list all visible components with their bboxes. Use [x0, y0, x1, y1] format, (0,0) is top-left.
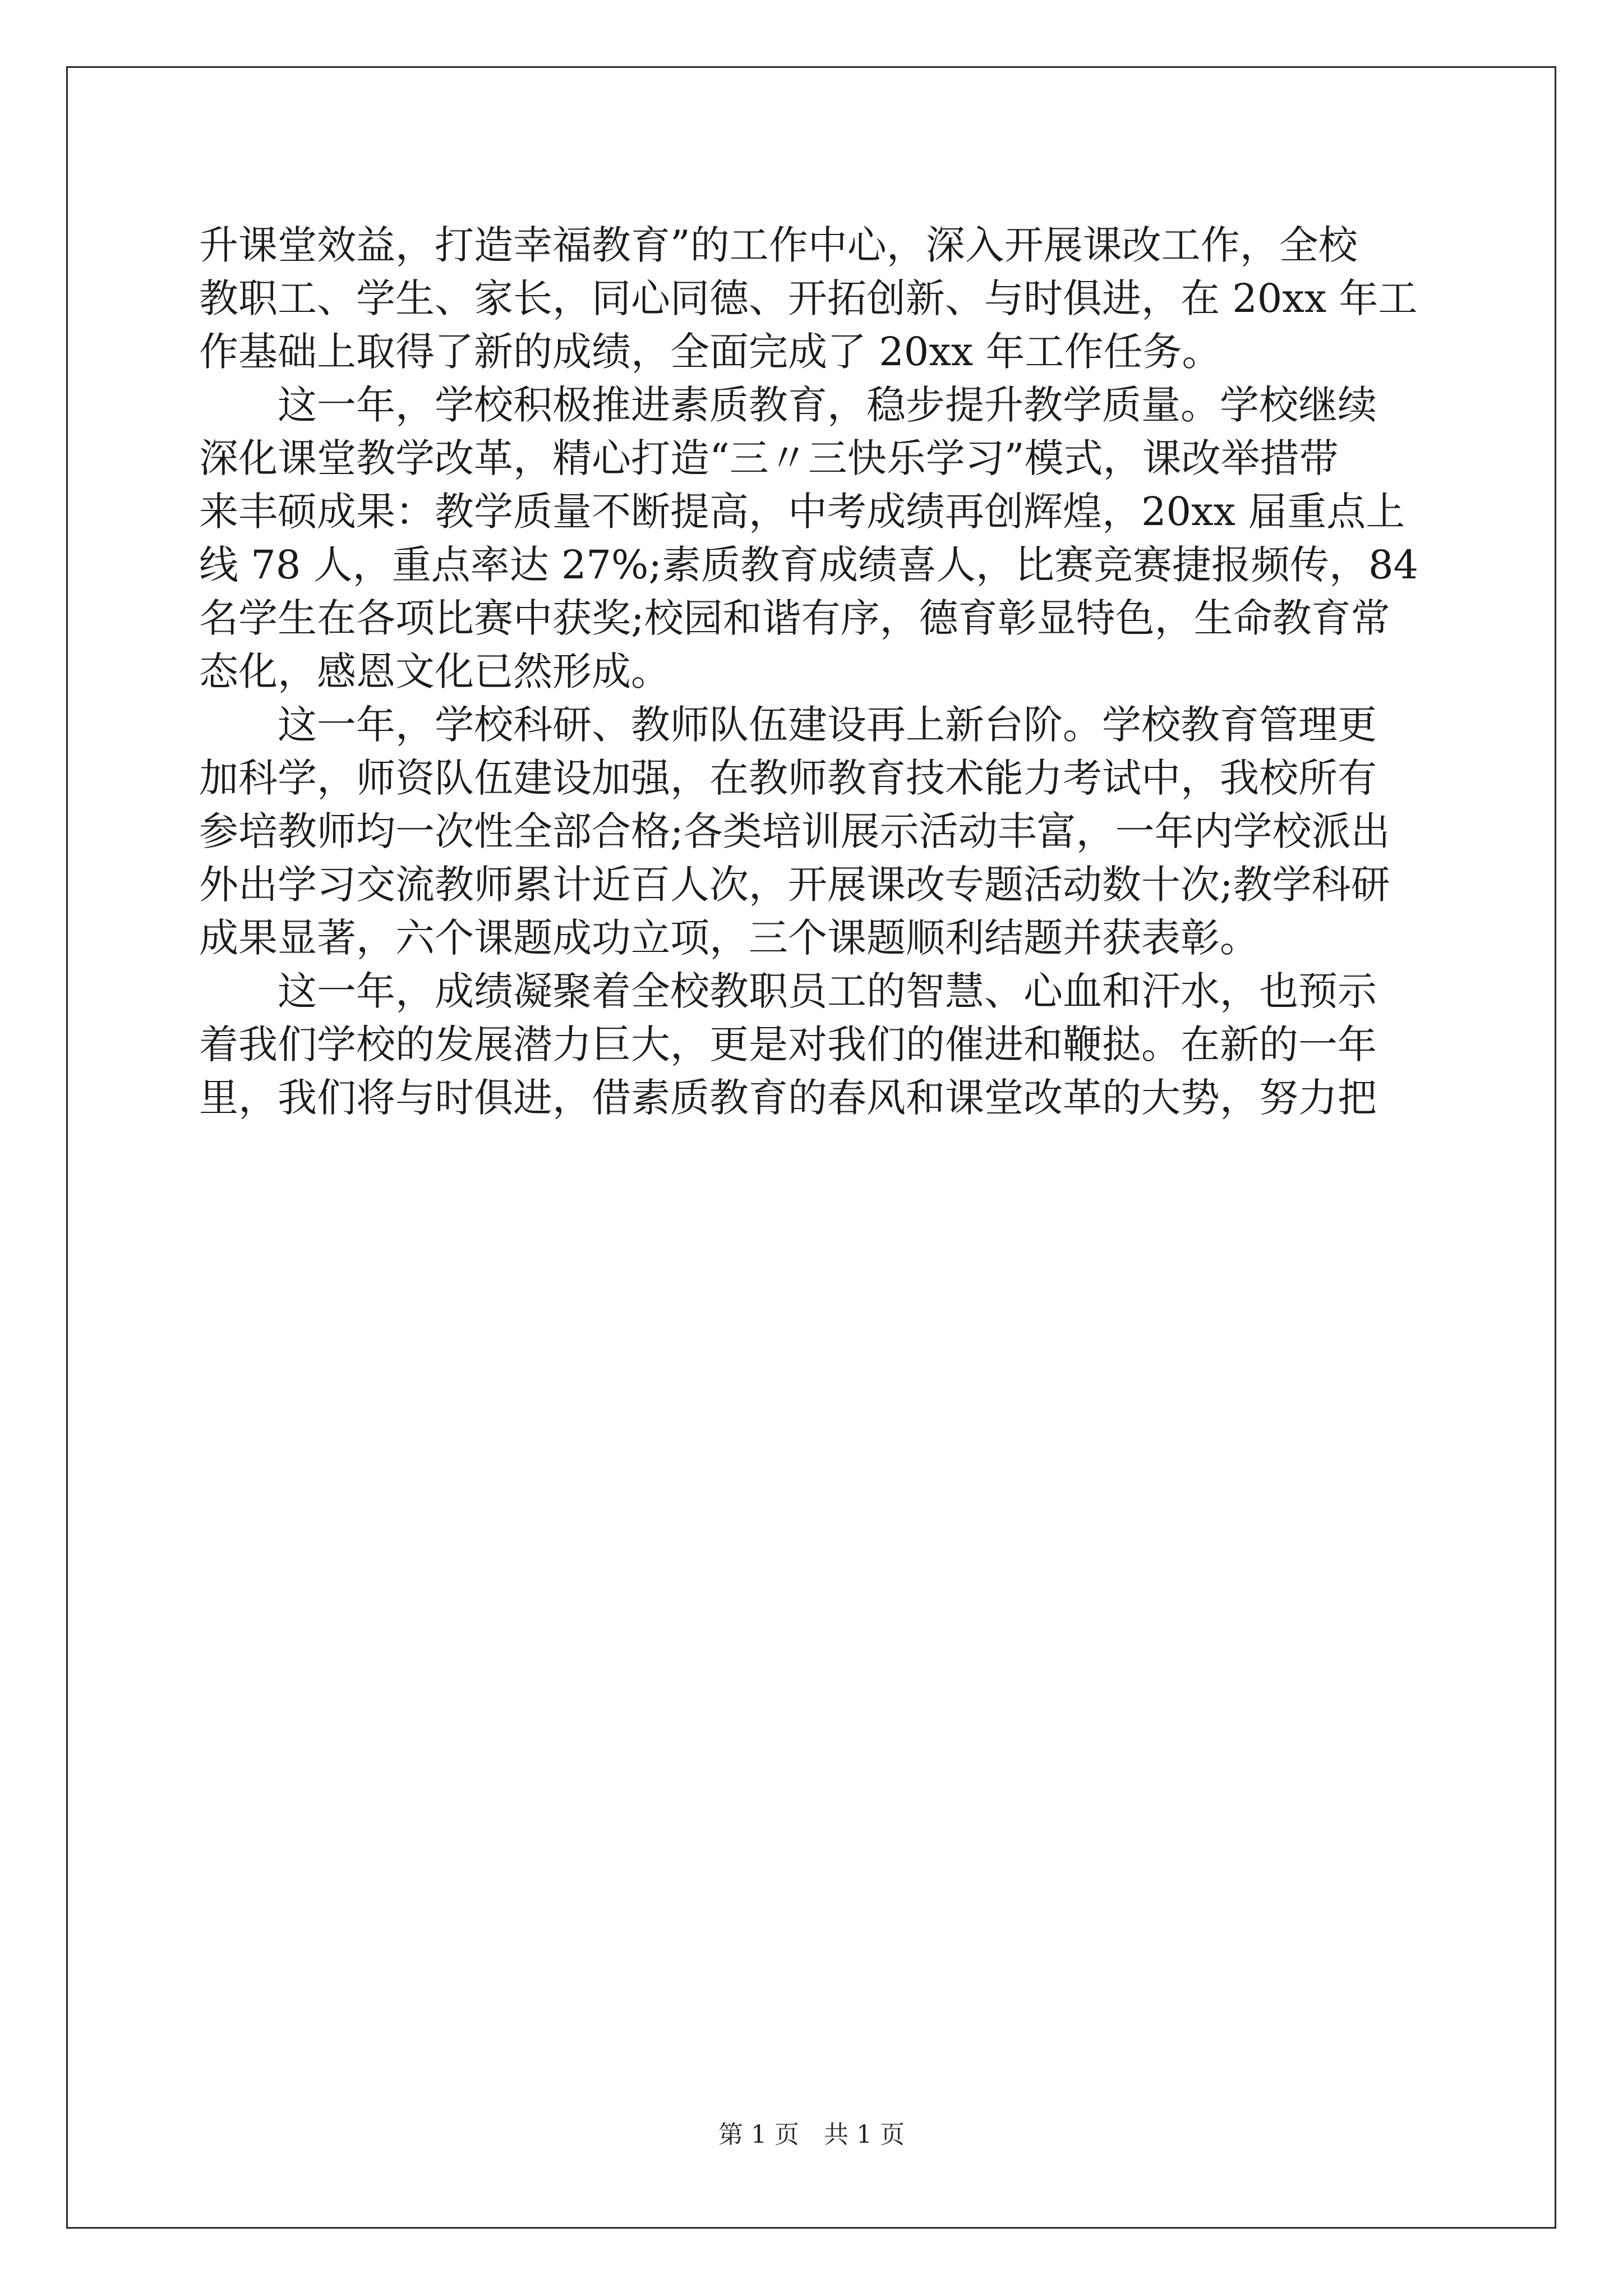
body-text-line: 升课堂效益，打造幸福教育”的工作中心，深入开展课改工作，全校: [199, 222, 1358, 268]
body-text-line: 里，我们将与时俱进，借素质教育的春风和课堂改革的大势，努力把: [199, 1075, 1377, 1121]
body-text-line: 态化，感恩文化已然形成。: [199, 648, 670, 694]
paragraph-first-line: 这一年，学校积极推进素质教育，稳步提升教学质量。学校继续: [278, 382, 1377, 428]
body-text-line: 线 78 人，重点率达 27%;素质教育成绩喜人，比赛竞赛捷报频传，84: [199, 542, 1419, 588]
body-text-line: 参培教师均一次性全部合格;各类培训展示活动丰富，一年内学校派出: [199, 808, 1390, 854]
body-text-line: 加科学，师资队伍建设加强，在教师教育技术能力考试中，我校所有: [199, 755, 1377, 801]
body-text-line: 教职工、学生、家长，同心同德、开拓创新、与时俱进，在 20xx 年工: [199, 275, 1418, 321]
paragraph-first-line: 这一年，学校科研、教师队伍建设再上新台阶。学校教育管理更: [278, 702, 1377, 748]
body-text-line: 外出学习交流教师累计近百人次，开展课改专题活动数十次;教学科研: [199, 862, 1390, 908]
body-text-line: 来丰硕成果：教学质量不断提高，中考成绩再创辉煌，20xx 届重点上: [199, 489, 1405, 535]
body-text-line: 作基础上取得了新的成绩，全面完成了 20xx 年工作任务。: [199, 329, 1221, 375]
page-number: 第 1 页 共 1 页: [718, 2120, 905, 2149]
document-body: [199, 219, 1427, 1125]
paragraph-first-line: 这一年，成绩凝聚着全校教职员工的智慧、心血和汗水，也预示: [278, 968, 1377, 1014]
body-text-line: 着我们学校的发展潜力巨大，更是对我们的催进和鞭挞。在新的一年: [199, 1022, 1377, 1068]
body-text-line: 成果显著，六个课题成功立项，三个课题顺利结题并获表彰。: [199, 915, 1259, 961]
body-text-line: 深化课堂教学改革，精心打造“三〃三快乐学习”模式，课改举措带: [199, 435, 1339, 481]
body-text-line: 名学生在各项比赛中获奖;校园和谐有序，德育彰显特色，生命教育常: [199, 595, 1390, 641]
